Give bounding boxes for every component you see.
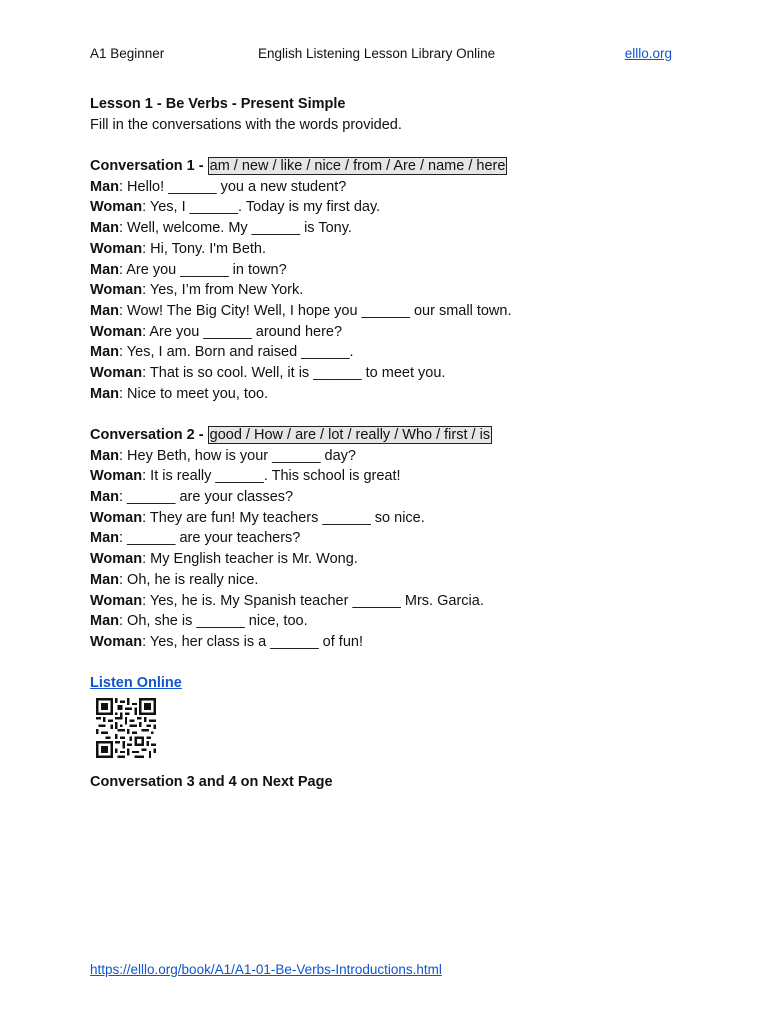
dialogue-line [90, 528, 690, 549]
listen-online-link[interactable]: Listen Online [90, 675, 182, 692]
speaker-name: Man [90, 385, 119, 402]
conversation-1-heading [90, 156, 690, 177]
conversation-1-lines [90, 177, 690, 405]
dialogue-text: : Hey Beth, how is your ______ day? [119, 447, 356, 464]
dialogue-line [90, 384, 690, 405]
dialogue-text: : Well, welcome. My ______ is Tony. [119, 220, 352, 237]
dialogue-text: : Yes, he is. My Spanish teacher ______ Mrs. Garcia. [142, 592, 484, 609]
conversation-2-lines [90, 446, 690, 653]
dialogue-line [90, 466, 690, 487]
speaker-name: Man [90, 489, 119, 506]
conversation-1-title: Conversation 1 - [90, 158, 204, 175]
dialogue-text: : Yes, her class is a ______ of fun! [142, 633, 363, 650]
speaker-name: Man [90, 571, 119, 588]
conversation-2-heading [90, 425, 690, 446]
speaker-name: Man [90, 530, 119, 547]
dialogue-line [90, 363, 690, 384]
dialogue-line [90, 591, 690, 612]
dialogue-text: : Yes, I am. Born and raised ______. [119, 344, 354, 361]
dialogue-line [90, 508, 690, 529]
level-label: A1 Beginner [90, 46, 165, 61]
dialogue-line [90, 197, 690, 218]
dialogue-line [90, 280, 690, 301]
conversation-2-title: Conversation 2 - [90, 427, 204, 443]
dialogue-text: : Are you ______ in town? [119, 261, 287, 278]
dialogue-text: : They are fun! My teachers ______ so nice. [142, 509, 425, 526]
speaker-name: Man [90, 344, 119, 361]
page-header [90, 46, 672, 64]
next-page-note: Conversation 3 and 4 on Next Page [90, 773, 333, 790]
speaker-name: Woman [90, 323, 143, 340]
dialogue-line [90, 218, 690, 239]
dialogue-text: : Hi, Tony. I'm Beth. [142, 240, 267, 257]
dialogue-text: : Nice to meet you, too. [119, 385, 269, 402]
dialogue-line [90, 260, 690, 281]
speaker-name: Woman [90, 282, 143, 299]
speaker-name: Man [90, 178, 119, 195]
dialogue-text: : Hello! ______ you a new student? [119, 178, 347, 195]
lesson-title: Lesson 1 - Be Verbs - Present Simple [90, 96, 346, 112]
dialogue-text: : Oh, she is ______ nice, too. [119, 613, 308, 630]
speaker-name: Woman [90, 199, 143, 216]
site-link[interactable]: elllo.org [624, 46, 672, 61]
speaker-name: Woman [90, 592, 143, 609]
dialogue-line [90, 487, 690, 508]
dialogue-line [90, 239, 690, 260]
dialogue-text: : Yes, I’m from New York. [142, 282, 304, 299]
qr-code-icon[interactable] [96, 698, 156, 758]
footer-url-link[interactable]: https://elllo.org/book/A1/A1-01-Be-Verbs-Introductions.html [90, 962, 442, 977]
speaker-name: Woman [90, 633, 143, 650]
dialogue-line [90, 611, 690, 632]
speaker-name: Woman [90, 551, 143, 568]
speaker-name: Man [90, 261, 119, 278]
speaker-name: Woman [90, 468, 143, 485]
lesson-instructions: Fill in the conversations with the words provided. [90, 116, 402, 133]
dialogue-line [90, 301, 690, 322]
conversation-1-word-bank: am / new / like / nice / from / Are / name / here [209, 158, 506, 175]
conversation-2-word-bank: good / How / are / lot / really / Who / first / is [209, 427, 491, 443]
dialogue-line [90, 632, 690, 653]
speaker-name: Woman [90, 240, 143, 257]
speaker-name: Man [90, 302, 119, 319]
dialogue-text: : That is so cool. Well, it is ______ to meet you. [142, 364, 446, 381]
lesson-content [90, 94, 690, 793]
dialogue-text: : ______ are your classes? [119, 489, 294, 506]
speaker-name: Man [90, 447, 119, 464]
dialogue-line [90, 177, 690, 198]
dialogue-line [90, 342, 690, 363]
dialogue-text: : It is really ______. This school is great! [142, 468, 401, 485]
speaker-name: Woman [90, 509, 143, 526]
dialogue-line [90, 570, 690, 591]
site-title: English Listening Lesson Library Online [258, 46, 496, 61]
dialogue-text: : Yes, I ______. Today is my first day. [142, 199, 381, 216]
dialogue-text: : Are you ______ around here? [142, 323, 343, 340]
dialogue-line [90, 322, 690, 343]
speaker-name: Woman [90, 364, 143, 381]
dialogue-line [90, 446, 690, 467]
dialogue-text: : Oh, he is really nice. [119, 571, 259, 588]
dialogue-text: : ______ are your teachers? [119, 530, 301, 547]
speaker-name: Man [90, 613, 119, 630]
speaker-name: Man [90, 220, 119, 237]
dialogue-text: : Wow! The Big City! Well, I hope you ______ our small town. [119, 302, 512, 319]
dialogue-text: : My English teacher is Mr. Wong. [142, 551, 358, 568]
dialogue-line [90, 549, 690, 570]
